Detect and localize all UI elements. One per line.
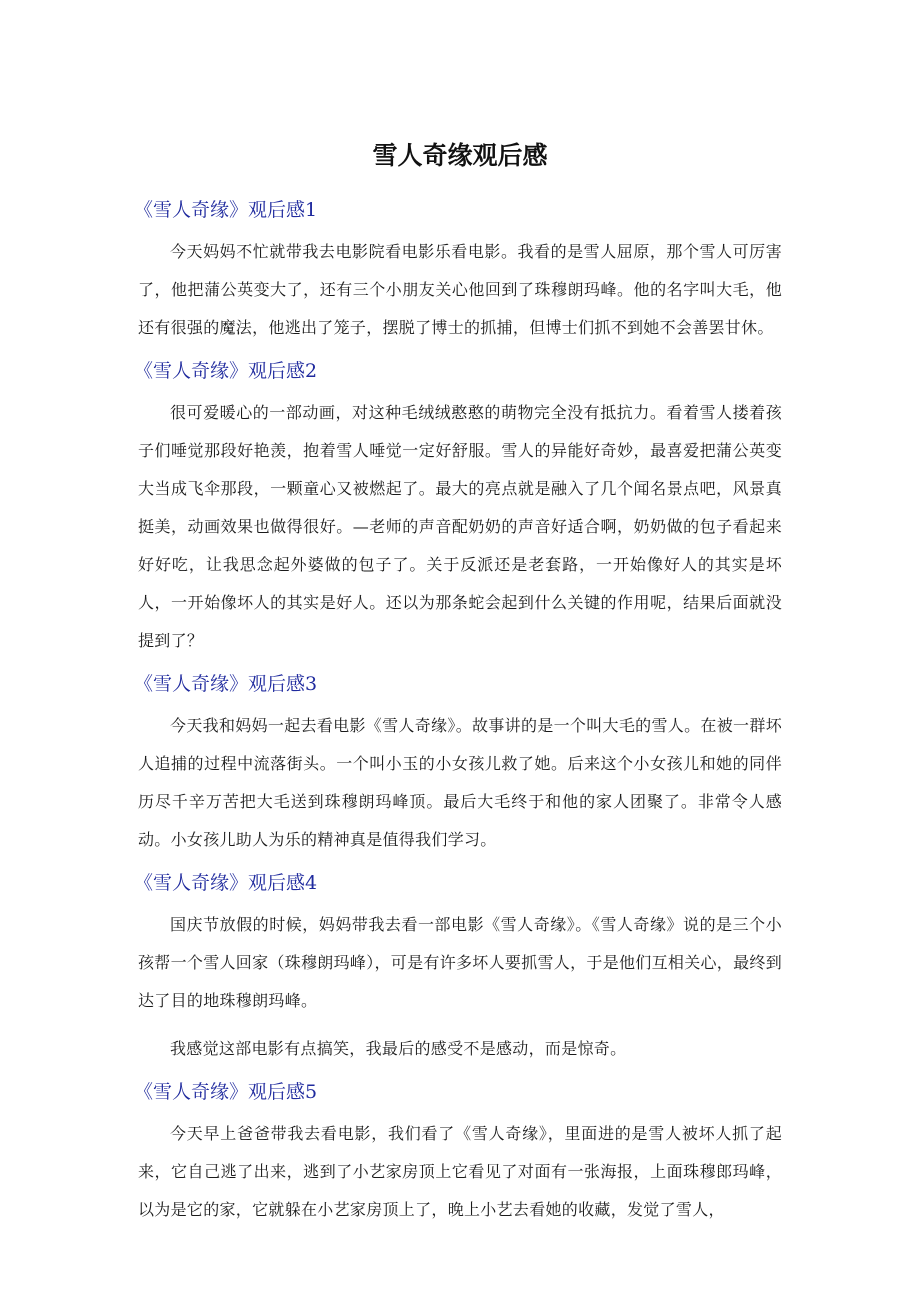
body-paragraph: 国庆节放假的时候，妈妈带我去看一部电影《雪人奇缘》。《雪人奇缘》说的是三个小孩帮一个雪人回家（珠穆朗玛峰），可是有许多坏人要抓雪人，于是他们互相关心，最终到达了目的地珠穆朗玛峰。: [138, 915, 783, 1010]
body-paragraph: 今天我和妈妈一起去看电影《雪人奇缘》。故事讲的是一个叫大毛的雪人。在被一群坏人追捕的过程中流落街头。一个叫小玉的小女孩儿救了她。后来这个小女孩儿和她的同伴历尽千辛万苦把大毛送到珠穆朗玛峰顶。最后大毛终于和他的家人团聚了。非常令人感动。小女孩儿助人为乐的精神真是值得我们学习。: [138, 716, 782, 849]
section-heading: 《雪人奇缘》观后感5: [134, 1081, 318, 1103]
review-section-4: [134, 869, 783, 1068]
body-paragraph: 今天妈妈不忙就带我去电影院看电影乐看电影。我看的是雪人屈原，那个雪人可厉害了，他把蒲公英变大了，还有三个小朋友关心他回到了珠穆朗玛峰。他的名字叫大毛，他还有很强的魔法，他逃出了笼子，摆脱了博士的抓捕，但博士们抓不到她不会善罢甘休。: [138, 242, 782, 337]
review-section-5: [134, 1078, 782, 1229]
review-section-3: [134, 670, 782, 859]
body-paragraph: 很可爱暖心的一部动画，对这种毛绒绒憨憨的萌物完全没有抵抗力。看着雪人搂着孩子们唾觉那段好艳羡，抱着雪人唾觉一定好舒服。雪人的异能好奇妙，最喜爱把蒲公英变大当成飞伞那段，一颗童心又被燃起了。最大的亮点就是融入了几个闻名景点吧，风景真挺美，动画效果也做得很好。—老师的声音配奶奶的声音好适合啊，奶奶做的包子看起来好好吃，让我思念起外婆做的包子了。关于反派还是老套路，一开始像好人的其实是坏人，一开始像坏人的其实是好人。还以为那条蛇会起到什么关键的作用呢，结果后面就没提到了？: [138, 403, 782, 650]
section-heading: 《雪人奇缘》观后感4: [134, 872, 318, 894]
section-heading: 《雪人奇缘》观后感2: [134, 360, 318, 382]
body-paragraph: 今天早上爸爸带我去看电影，我们看了《雪人奇缘》，里面进的是雪人被坏人抓了起来，它自己逃了出来，逃到了小艺家房顶上它看见了对面有一张海报，上面珠穆郎玛峰，以为是它的家，它就躲在小艺家房顶上了，晚上小艺去看她的收藏，发觉了雪人，: [138, 1124, 782, 1219]
review-section-2: [134, 357, 782, 660]
section-heading: 《雪人奇缘》观后感1: [134, 199, 318, 221]
body-paragraph: 我感觉这部电影有点搞笑，我最后的感受不是感动，而是惊奇。: [170, 1039, 627, 1058]
section-heading: 《雪人奇缘》观后感3: [134, 673, 318, 695]
document-title: 雪人奇缘观后感: [372, 141, 548, 170]
review-section-1: [134, 196, 782, 347]
